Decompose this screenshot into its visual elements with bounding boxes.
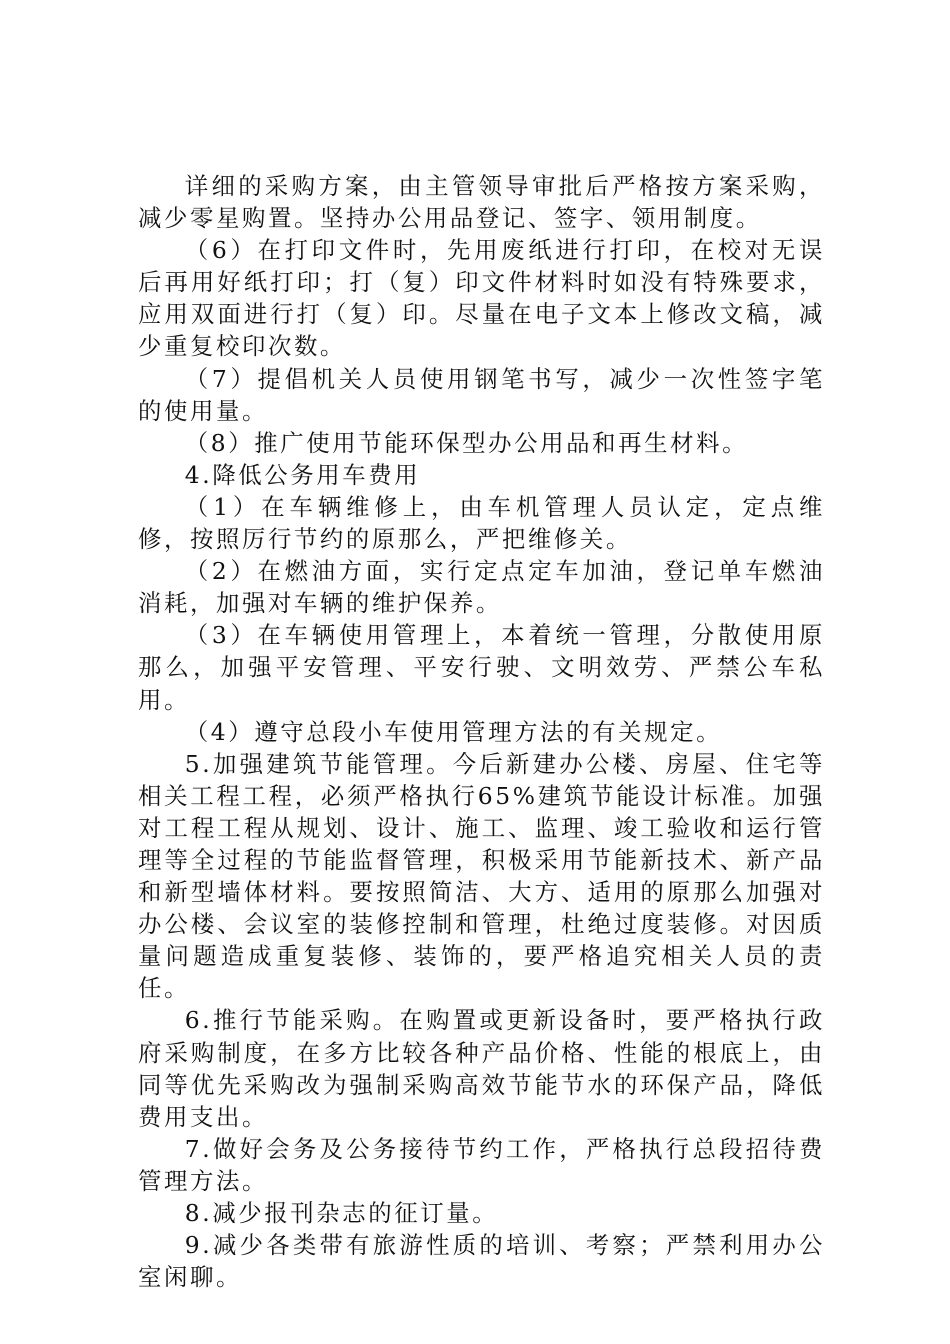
paragraph-vehicle-item-2: （2）在燃油方面，实行定点定车加油，登记单车燃油消耗，加强对车辆的维护保养。 (138, 557, 825, 618)
paragraph-section-5-building-energy: 5.加强建筑节能管理。今后新建办公楼、房屋、住宅等相关工程工程，必须严格执行65%建筑节能设计标准。加强对工程工程从规划、设计、施工、监理、竣工验收和运行管理等全过程的节能监督管理，积极采用节能新技术、新产品和新型墙体材料。要按照简洁、大方、适用的原那么加强对办公楼、会议室的装修控制和管理，杜绝过度装修。对因质量问题造成重复装修、装饰的，要严格追究相关人员的责任。 (138, 749, 825, 1003)
paragraph-vehicle-item-3: （3）在车辆使用管理上，本着统一管理，分散使用原那么，加强平安管理、平安行驶、文明效劳、严禁公车私用。 (138, 621, 825, 714)
paragraph-item-8-eco-supplies: （8）推广使用节能环保型办公用品和再生材料。 (184, 428, 749, 457)
paragraph-section-9-training: 9.减少各类带有旅游性质的培训、考察；严禁利用办公室闲聊。 (138, 1231, 825, 1292)
paragraph-vehicle-item-4: （4）遵守总段小车使用管理方法的有关规定。 (184, 717, 723, 746)
document-page (138, 170, 825, 1293)
paragraph-procurement-plan: 详细的采购方案，由主管领导审批后严格按方案采购，减少零星购置。坚持办公用品登记、签字、领用制度。 (138, 172, 825, 233)
paragraph-vehicle-item-1: （1）在车辆维修上，由车机管理人员认定，定点维修，按照厉行节约的原那么，严把维修关。 (138, 492, 825, 554)
paragraph-item-7-pens: （7）提倡机关人员使用钢笔书写，减少一次性签字笔的使用量。 (138, 364, 825, 425)
paragraph-item-6-printing: （6）在打印文件时，先用废纸进行打印，在校对无误后再用好纸打印；打（复）印文件材料时如没有特殊要求，应用双面进行打（复）印。尽量在电子文本上修改文稿，减少重复校印次数。 (138, 236, 825, 361)
paragraph-section-6-energy-procurement: 6.推行节能采购。在购置或更新设备时，要严格执行政府采购制度，在多方比较各种产品价格、性能的根底上，由同等优先采购改为强制采购高效节能节水的环保产品，降低费用支出。 (138, 1006, 825, 1131)
paragraph-section-8-subscriptions: 8.减少报刊杂志的征订量。 (184, 1199, 499, 1227)
section-heading-vehicle-costs: 4.降低公务用车费用 (184, 460, 421, 489)
paragraph-section-7-reception: 7.做好会务及公务接待节约工作，严格执行总段招待费管理方法。 (138, 1134, 825, 1195)
